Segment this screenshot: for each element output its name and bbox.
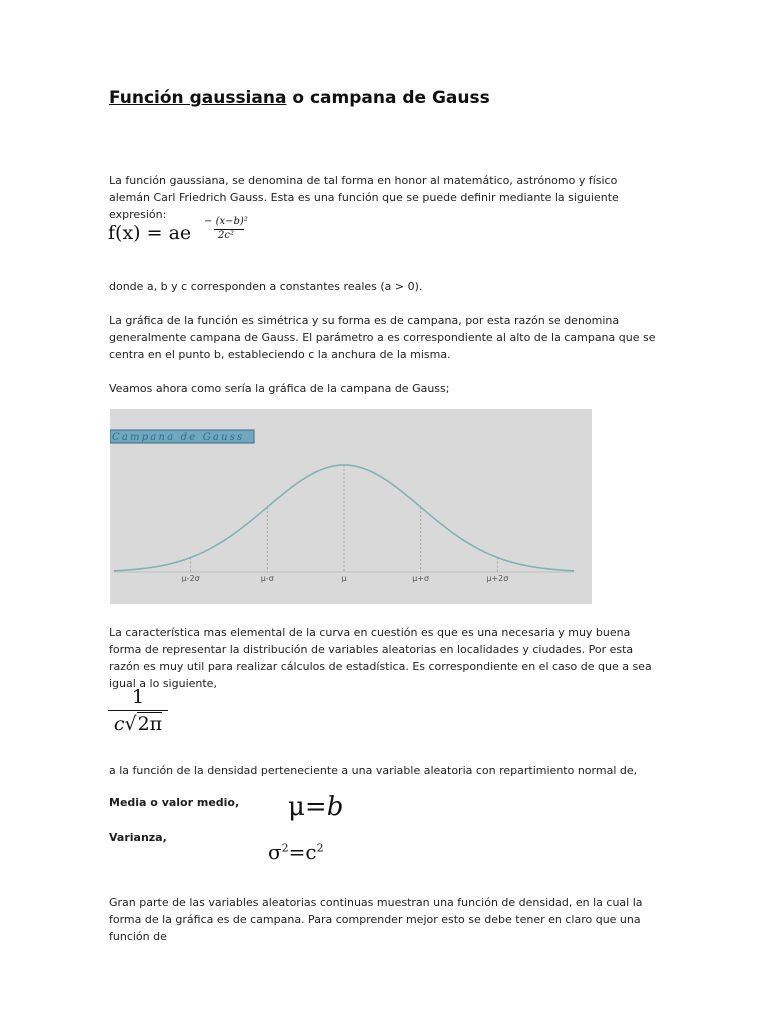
page-title: [109, 88, 490, 108]
chart-tick-label: μ+σ: [412, 574, 430, 583]
chart-title: [110, 430, 254, 443]
paragraph-closing: Gran parte de las variables aleatorias continuas muestran una función de densidad, en la cual la forma de la gráfica es de campana. Para comprender mejor esto se debe tener en claro que una función de: [109, 896, 643, 943]
title-rest: o campana de Gauss: [286, 88, 490, 108]
variance-label: Varianza,: [109, 831, 167, 844]
mean-label: Media o valor medio,: [109, 796, 240, 809]
mean-formula: [288, 792, 343, 822]
var-sup1: 2: [281, 841, 289, 855]
norm-den-c: c: [113, 713, 125, 735]
gauss-chart-svg: [110, 409, 592, 604]
exp-denominator: 2c²: [218, 230, 234, 241]
norm-fraction-bar: [108, 710, 168, 711]
var-sup2: 2: [316, 841, 324, 855]
sqrt-icon: √: [124, 713, 137, 735]
paragraph-density: a la función de la densidad perteneciente a una variable aleatoria con repartimiento normal de,: [109, 764, 638, 777]
paragraph-symmetry: La gráfica de la función es simétrica y su forma es de campana, por esta razón se denomina generalmente campana de Gauss. El parámetro a es correspondiente al alto de la campana que se centra en el punto b, estableciendo c la anchura de la misma.: [109, 314, 656, 361]
norm-den-radicand: 2π: [137, 713, 163, 735]
exp-numerator: (x−b)²: [215, 216, 248, 227]
exp-sign: −: [204, 216, 213, 227]
title-link[interactable]: Función gaussiana: [109, 88, 287, 108]
var-eq: =c: [288, 840, 317, 864]
chart-tick-label: μ+2σ: [486, 574, 509, 583]
paragraph-constants: donde a, b y c corresponden a constantes reales (a > 0).: [109, 280, 423, 293]
chart-tick-label: μ-σ: [260, 574, 274, 583]
paragraph-see-graph: Veamos ahora como sería la gráfica de la campana de Gauss;: [109, 382, 450, 395]
mean-rhs: b: [326, 792, 344, 822]
variance-formula: [268, 840, 324, 864]
gauss-chart: [110, 409, 592, 604]
gauss-formula: [108, 216, 248, 244]
chart-tick-label: μ: [341, 574, 347, 583]
mean-lhs: μ=: [288, 792, 327, 822]
chart-tick-label: μ-2σ: [181, 574, 200, 583]
chart-title-text: Campana de Gauss: [112, 432, 245, 443]
normalization-formula: [108, 686, 168, 735]
var-sigma: σ: [268, 840, 282, 864]
paragraph-intro: La función gaussiana, se denomina de tal forma en honor al matemático, astrónomo y físico alemán Carl Friedrich Gauss. Esta es una función que se puede definir mediante la siguiente expresión:: [109, 174, 619, 221]
norm-numerator: 1: [131, 686, 145, 708]
gauss-formula-lhs: f(x) = ae: [108, 222, 192, 244]
paragraph-characteristic: La característica mas elemental de la curva en cuestión es que es una necesaria y muy buena forma de representar la distribución de variables aleatorias en localidades y ciudades. Por esta razón es muy util para realizar cálculos de estadística. Es correspondiente en el caso de que a sea igual a lo siguiente,: [109, 626, 652, 690]
